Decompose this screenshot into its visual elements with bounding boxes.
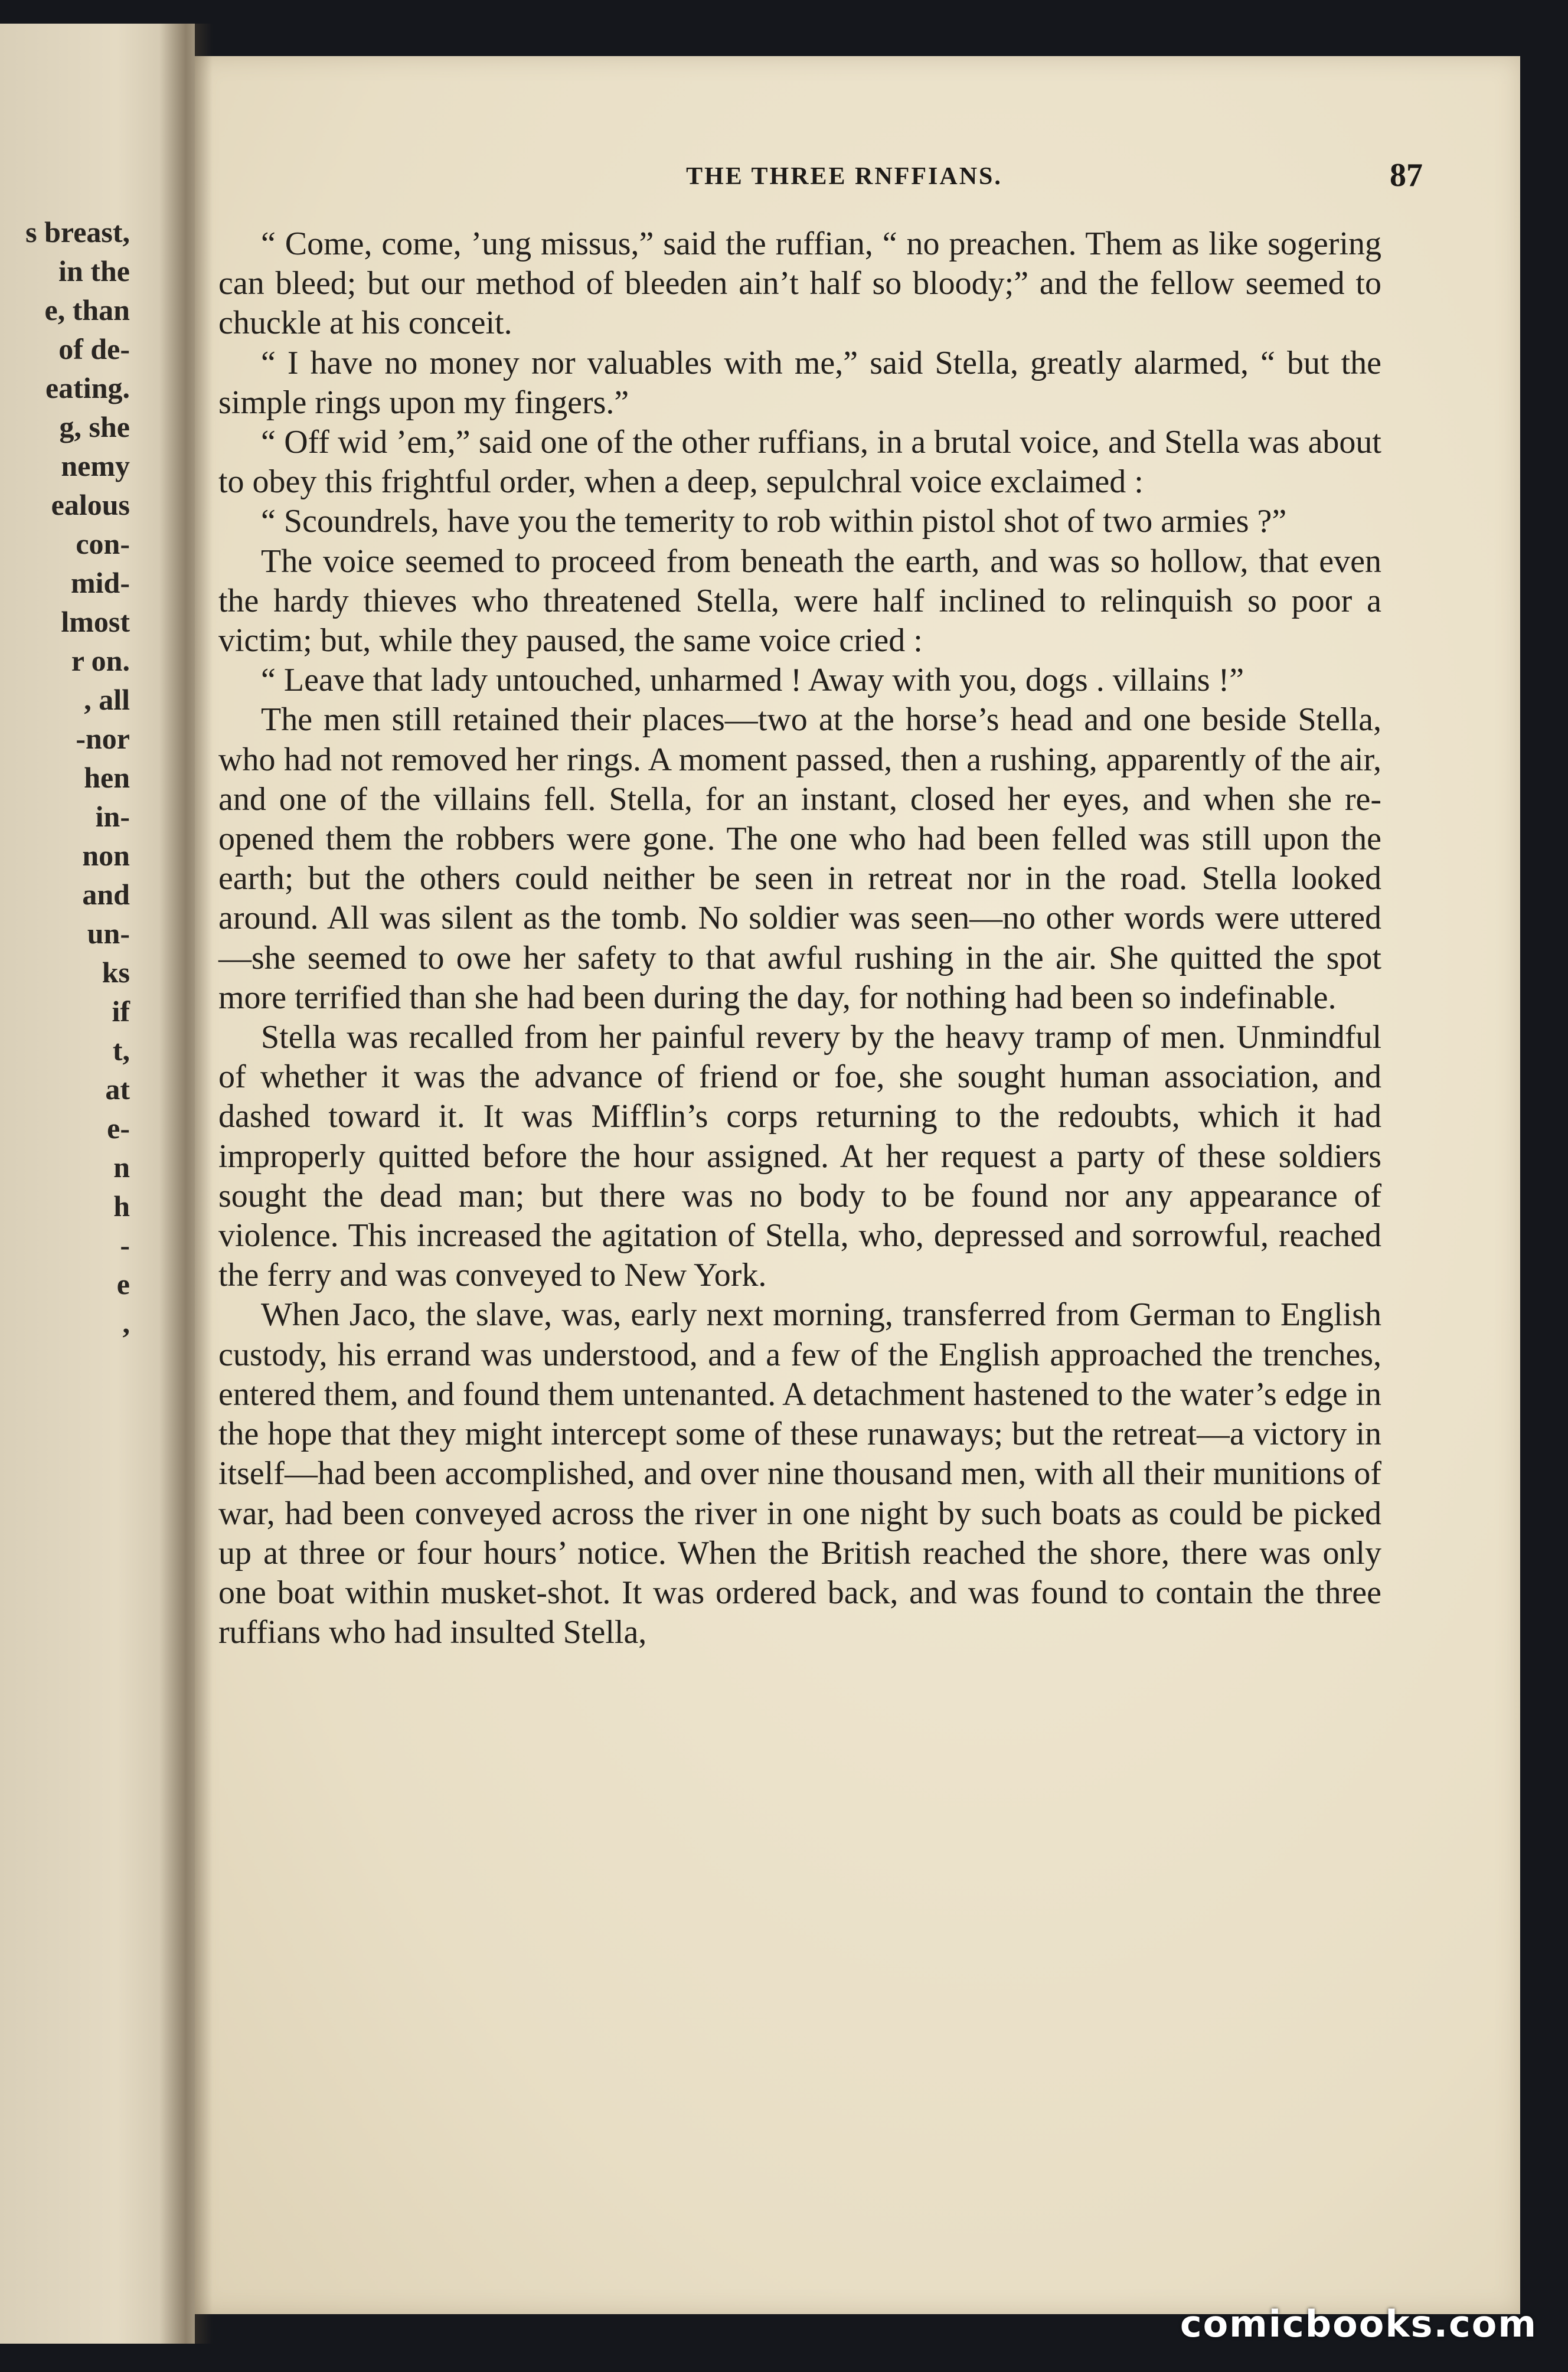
- page-header: [266, 156, 1423, 204]
- running-head: THE THREE RNFFIANS.: [686, 163, 1002, 190]
- left-fragment-line: ,: [122, 1306, 130, 1339]
- left-fragment-line: in-: [95, 800, 130, 833]
- left-fragment-line: of de-: [58, 332, 130, 365]
- left-fragment-line: un-: [87, 917, 130, 950]
- paragraph: When Jaco, the slave, was, early next morning, transferred from German to English custody, his errand was understood, and a few of the English approached the trenches, entered them, and found them untenanted. A detachment hastened to the water’s edge in the hope that they might intercept some of these runaways; but the retreat—a victory in itself—had been accomplished, and over nine thousand men, with all their munitions of war, had been conveyed across the river in one night by such boats as could be picked up at three or four hours’ notice. When the British reached the shore, there was only one boat within musket-shot. It was ordered back, and was found to contain the three ruffians who had insulted Stella,: [218, 1296, 1381, 1651]
- paragraph: “ Off wid ’em,” said one of the other ruffians, in a brutal voice, and Stella was about to obey this frightful order, when a deep, sepulchral voice exclaimed :: [218, 424, 1381, 501]
- left-fragment-line: e, than: [44, 293, 130, 326]
- left-fragment-line: lmost: [61, 605, 130, 638]
- left-fragment-line: non: [82, 839, 130, 872]
- left-fragment-line: con-: [76, 527, 130, 560]
- paragraph: “ Come, come, ’ung missus,” said the ruffian, “ no preachen. Them as like sogering can bleed; but our method of bleeden ain’t half so bloody;” and the fellow seemed to chuckle at his conceit.: [218, 226, 1381, 342]
- left-fragment-line: ks: [102, 956, 130, 989]
- left-fragment-line: g, she: [59, 410, 130, 443]
- paragraph: “ I have no money nor valuables with me,” said Stella, greatly alarmed, “ but the simple rings upon my fingers.”: [218, 344, 1381, 421]
- left-fragment-line: e: [116, 1267, 130, 1301]
- left-fragment-line: e-: [107, 1112, 130, 1145]
- left-fragment-line: t,: [112, 1034, 130, 1067]
- left-fragment-line: -nor: [76, 722, 130, 755]
- book-gutter-shadow: [159, 24, 213, 2344]
- page-number: 87: [1390, 157, 1423, 194]
- left-fragment-line: eating.: [45, 371, 130, 404]
- paragraph: Stella was recalled from her painful revery by the heavy tramp of men. Unmindful of whether it was the advance of friend or foe, she sought human association, and dashed toward it. It was Mifflin’s corps returning to the redoubts, which it had improperly quitted before the hour assigned. At her request a party of these soldiers sought the dead man; but there was no body to be found nor any appearance of violence. This increased the agitation of Stella, who, depressed and sorrowful, reached the ferry and was conveyed to New York.: [218, 1019, 1381, 1294]
- left-fragment-line: if: [112, 995, 130, 1028]
- left-fragment-line: and: [82, 878, 130, 911]
- right-page: [195, 56, 1520, 2314]
- left-fragment-line: hen: [84, 761, 130, 794]
- watermark: comicbooks.com: [1180, 2302, 1537, 2345]
- left-fragment-line: in the: [58, 254, 130, 287]
- left-fragment-line: n: [113, 1151, 130, 1184]
- paragraph: “ Scoundrels, have you the temerity to rob within pistol shot of two armies ?”: [261, 503, 1287, 540]
- paragraph: “ Leave that lady untouched, unharmed ! Away with you, dogs . villains !”: [261, 662, 1244, 699]
- left-fragment-line: ealous: [51, 488, 130, 521]
- paragraph: The men still retained their places—two at the horse’s head and one beside Stella, who had not removed her rings. A moment passed, then a rushing, apparently of the air, and one of the villains fell. Stella, for an instant, closed her eyes, and when she re-opened them the robbers were gone. The one who had been felled was still upon the earth; but the others could neither be seen in retreat nor in the road. Stella looked around. All was silent as the tomb. No soldier was seen—no other words were uttered—she seemed to owe her safety to that awful rushing in the air. She quitted the spot more terrified than she had been during the day, for nothing had been so indefinable.: [218, 701, 1381, 1016]
- left-fragment-line: s breast,: [25, 215, 130, 249]
- left-fragment-line: r on.: [71, 644, 130, 677]
- left-fragment-line: nemy: [61, 449, 130, 482]
- left-fragment-line: h: [113, 1190, 130, 1223]
- body-text: [218, 224, 1381, 1652]
- paragraph: The voice seemed to proceed from beneath the earth, and was so hollow, that even the hardy thieves who threatened Stella, were half inclined to relinquish so poor a victim; but, while they paused, the same voice cried :: [218, 543, 1381, 659]
- left-fragment-line: , all: [84, 683, 130, 716]
- left-fragment-line: -: [120, 1229, 130, 1262]
- left-fragment-line: mid-: [71, 566, 130, 599]
- left-fragment-line: at: [105, 1073, 130, 1106]
